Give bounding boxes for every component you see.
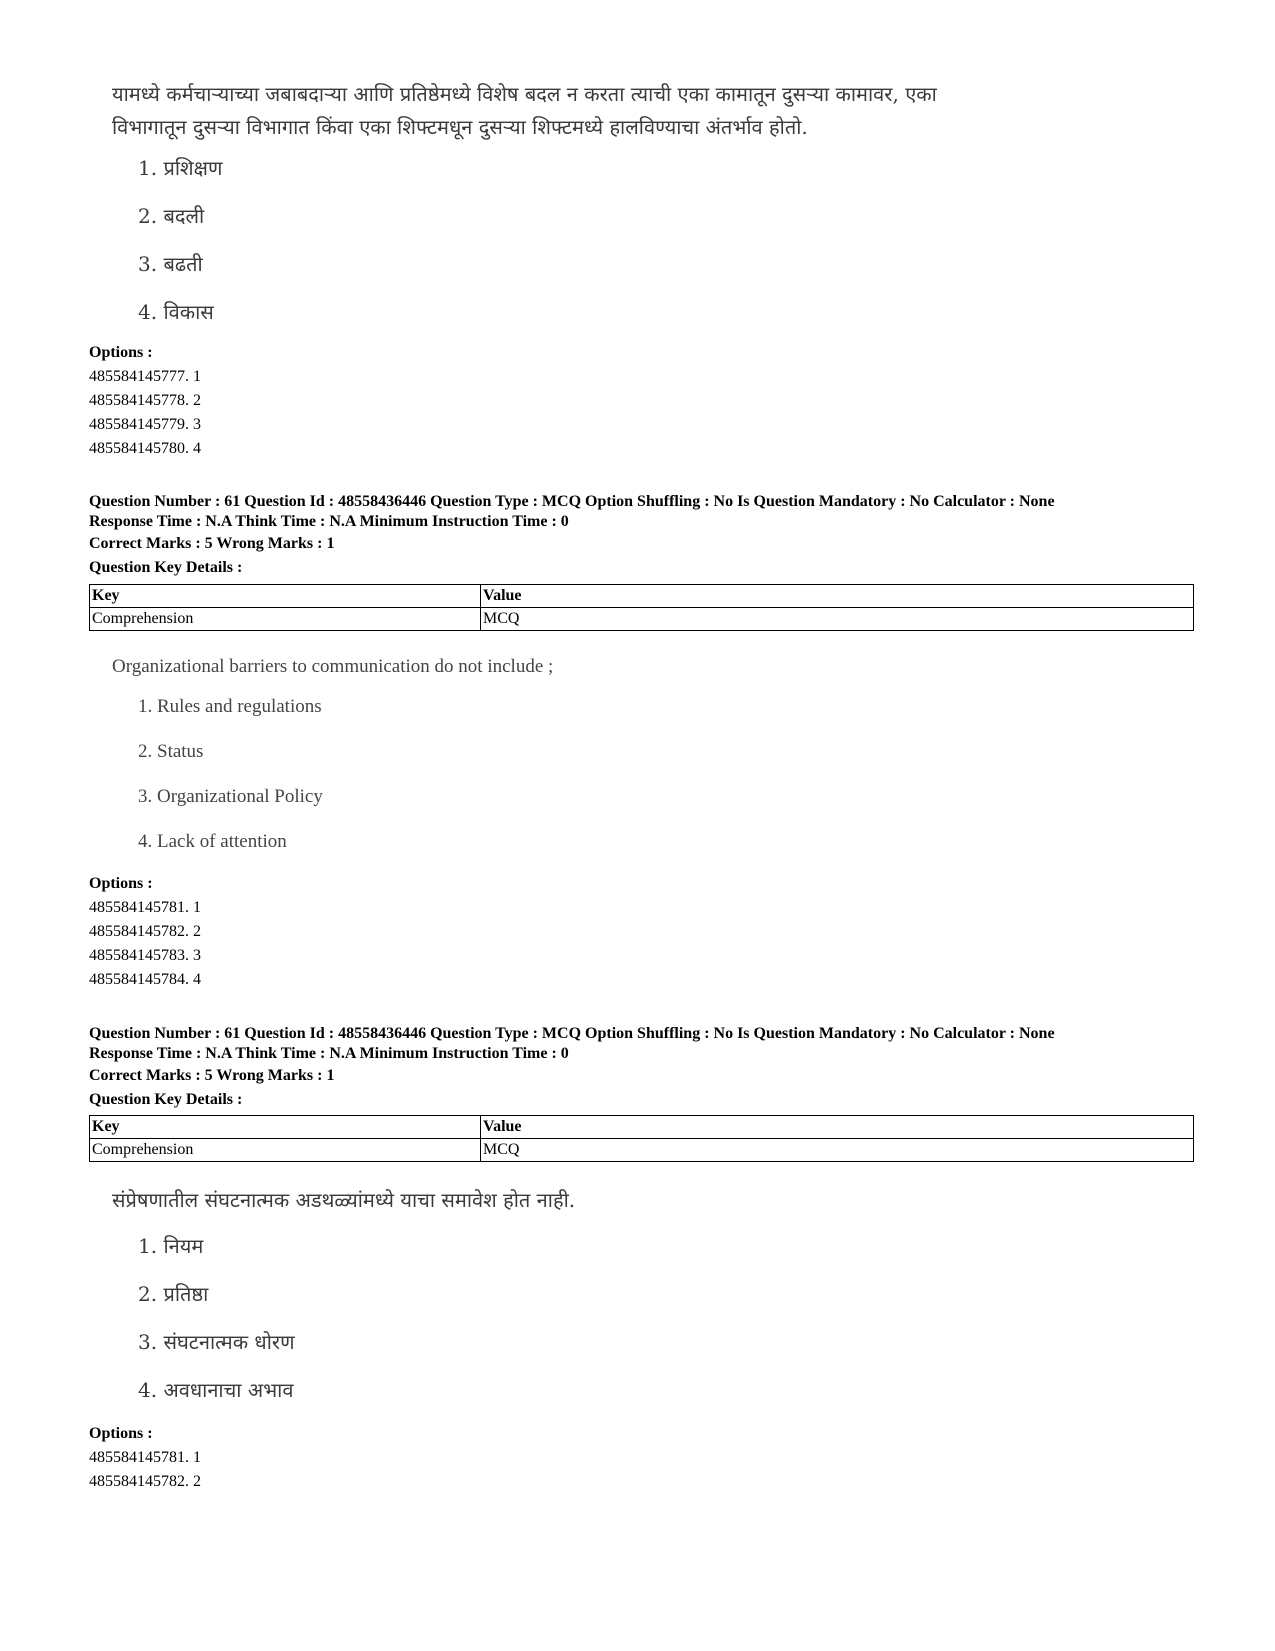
option-line: 485584145778. 2 [89, 392, 201, 409]
table-cell-key: Comprehension [90, 608, 481, 631]
table-row [90, 1139, 1194, 1162]
table-header-row [90, 585, 1194, 608]
question-option-3: 3. संघटनात्मक धोरण [138, 1330, 295, 1354]
question-option-3: 3. बढती [138, 252, 203, 276]
question-option-3: 3. Organizational Policy [138, 786, 323, 807]
option-line: 485584145784. 4 [89, 971, 201, 988]
question-meta-line-1: Question Number : 61 Question Id : 48558436446 Question Type : MCQ Option Shuffling : No Is Question Mandatory : No Calculator : None [89, 1025, 1055, 1042]
question-meta-3 [89, 1024, 1055, 1112]
table-header-row [90, 1116, 1194, 1139]
options-label: Options : [89, 344, 153, 361]
key-details-label: Question Key Details : [89, 559, 243, 576]
table-row [90, 608, 1194, 631]
question-meta-line-2: Response Time : N.A Think Time : N.A Minimum Instruction Time : 0 [89, 513, 569, 530]
marks-line: Correct Marks : 5 Wrong Marks : 1 [89, 535, 335, 552]
question-option-4: 4. Lack of attention [138, 831, 287, 852]
table-header-key: Key [90, 585, 481, 608]
table-header-value: Value [481, 1116, 1194, 1139]
question-option-2: 2. प्रतिष्ठा [138, 1282, 209, 1306]
question-stem-line-1: Organizational barriers to communication do not include ; [112, 656, 554, 677]
option-line: 485584145779. 3 [89, 416, 201, 433]
question-option-1: 1. Rules and regulations [138, 696, 322, 717]
option-line: 485584145781. 1 [89, 1449, 201, 1466]
option-line: 485584145781. 1 [89, 899, 201, 916]
question-option-4: 4. विकास [138, 300, 214, 324]
table-header-key: Key [90, 1116, 481, 1139]
question-image-marathi-2 [112, 1184, 812, 1414]
key-details-label: Question Key Details : [89, 1091, 243, 1108]
question-key-table-3 [89, 1115, 1194, 1162]
table-header-value: Value [481, 585, 1194, 608]
table-cell-key: Comprehension [90, 1139, 481, 1162]
option-line: 485584145782. 2 [89, 923, 201, 940]
question-meta-line-1: Question Number : 61 Question Id : 48558436446 Question Type : MCQ Option Shuffling : No Is Question Mandatory : No Calculator : None [89, 493, 1055, 510]
marks-line: Correct Marks : 5 Wrong Marks : 1 [89, 1067, 335, 1084]
question-image-marathi-1 [112, 78, 1112, 328]
question-stem-line-1: संप्रेषणातील संघटनात्मक अडथळ्यांमध्ये याचा समावेश होत नाही. [112, 1188, 576, 1212]
options-label: Options : [89, 875, 153, 892]
question-option-2: 2. बदली [138, 204, 205, 228]
question-meta-line-2: Response Time : N.A Think Time : N.A Minimum Instruction Time : 0 [89, 1045, 569, 1062]
question-image-english [112, 650, 812, 860]
question-meta-2 [89, 492, 1055, 580]
options-list-2 [89, 872, 201, 992]
question-option-1: 1. प्रशिक्षण [138, 156, 223, 180]
option-line: 485584145780. 4 [89, 440, 201, 457]
question-option-4: 4. अवधानाचा अभाव [138, 1378, 294, 1402]
table-cell-value: MCQ [481, 1139, 1194, 1162]
options-list-3 [89, 1422, 201, 1494]
question-option-2: 2. Status [138, 741, 204, 762]
options-list-1 [89, 341, 201, 461]
option-line: 485584145782. 2 [89, 1473, 201, 1490]
option-line: 485584145777. 1 [89, 368, 201, 385]
option-line: 485584145783. 3 [89, 947, 201, 964]
question-key-table-2 [89, 584, 1194, 631]
table-cell-value: MCQ [481, 608, 1194, 631]
question-option-1: 1. नियम [138, 1234, 204, 1258]
question-stem-line-2: विभागातून दुसऱ्या विभागात किंवा एका शिफ्टमधून दुसऱ्या शिफ्टमध्ये हालविण्याचा अंतर्भाव होतो. [112, 115, 808, 139]
options-label: Options : [89, 1425, 153, 1442]
question-stem-line-1: यामध्ये कर्मचाऱ्याच्या जबाबदाऱ्या आणि प्रतिष्ठेमध्ये विशेष बदल न करता त्याची एका कामातून दुसऱ्या कामावर, एका [112, 82, 937, 106]
